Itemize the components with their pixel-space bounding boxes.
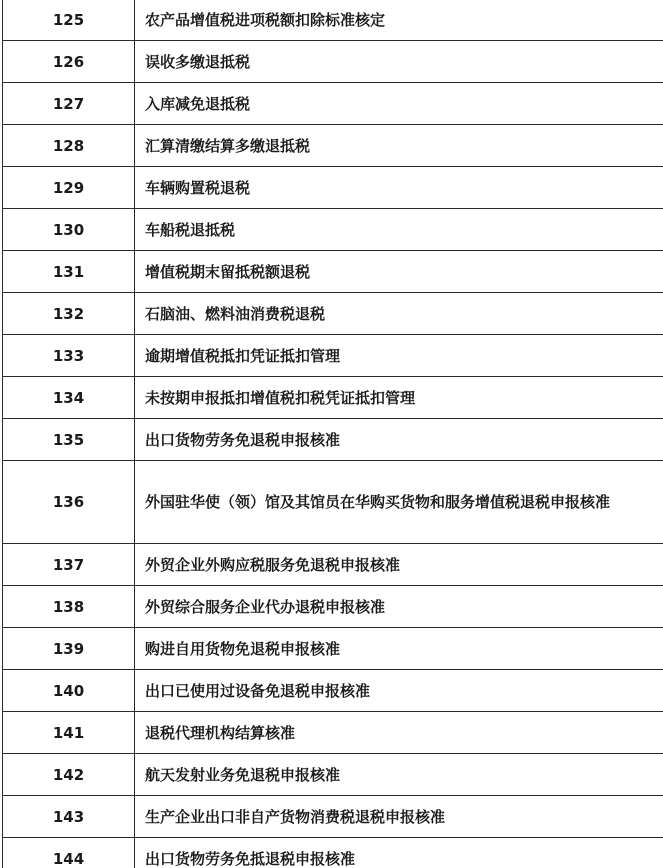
row-number: 132 <box>3 293 135 335</box>
row-description: 车辆购置税退税 <box>135 167 663 209</box>
table-row <box>3 293 663 335</box>
table-row <box>3 461 663 544</box>
row-description: 外贸企业外购应税服务免退税申报核准 <box>135 544 663 586</box>
row-number: 129 <box>3 167 135 209</box>
row-number: 137 <box>3 544 135 586</box>
row-number: 139 <box>3 628 135 670</box>
table-row <box>3 209 663 251</box>
row-number: 135 <box>3 419 135 461</box>
row-description: 石脑油、燃料油消费税退税 <box>135 293 663 335</box>
row-number: 138 <box>3 586 135 628</box>
table-row <box>3 838 663 868</box>
row-number: 142 <box>3 754 135 796</box>
row-description: 航天发射业务免退税申报核准 <box>135 754 663 796</box>
table-row <box>3 377 663 419</box>
row-number: 144 <box>3 838 135 868</box>
row-description: 出口货物劳务免退税申报核准 <box>135 419 663 461</box>
table-row <box>3 335 663 377</box>
row-number: 140 <box>3 670 135 712</box>
row-number: 131 <box>3 251 135 293</box>
row-description: 退税代理机构结算核准 <box>135 712 663 754</box>
table-row <box>3 628 663 670</box>
table-row <box>3 125 663 167</box>
row-number: 126 <box>3 41 135 83</box>
table-row <box>3 544 663 586</box>
table-row <box>3 41 663 83</box>
row-description: 出口货物劳务免抵退税申报核准 <box>135 838 663 868</box>
table-row <box>3 167 663 209</box>
row-description: 入库减免退抵税 <box>135 83 663 125</box>
row-number: 125 <box>3 0 135 41</box>
row-number: 128 <box>3 125 135 167</box>
row-number: 143 <box>3 796 135 838</box>
row-description: 农产品增值税进项税额扣除标准核定 <box>135 0 663 41</box>
row-number: 136 <box>3 461 135 544</box>
row-description: 出口已使用过设备免退税申报核准 <box>135 670 663 712</box>
table-row <box>3 670 663 712</box>
table-row <box>3 712 663 754</box>
row-number: 133 <box>3 335 135 377</box>
row-number: 127 <box>3 83 135 125</box>
row-number: 141 <box>3 712 135 754</box>
row-description: 逾期增值税抵扣凭证抵扣管理 <box>135 335 663 377</box>
row-description: 外国驻华使（领）馆及其馆员在华购买货物和服务增值税退税申报核准 <box>135 461 663 544</box>
row-description: 购进自用货物免退税申报核准 <box>135 628 663 670</box>
row-description: 车船税退抵税 <box>135 209 663 251</box>
tax-items-table <box>2 0 663 868</box>
row-number: 130 <box>3 209 135 251</box>
table-row <box>3 796 663 838</box>
table-row <box>3 419 663 461</box>
table-row <box>3 0 663 41</box>
row-description: 未按期申报抵扣增值税扣税凭证抵扣管理 <box>135 377 663 419</box>
row-description: 误收多缴退抵税 <box>135 41 663 83</box>
table-row <box>3 586 663 628</box>
row-description: 增值税期末留抵税额退税 <box>135 251 663 293</box>
row-description: 汇算清缴结算多缴退抵税 <box>135 125 663 167</box>
table-row <box>3 83 663 125</box>
row-description: 外贸综合服务企业代办退税申报核准 <box>135 586 663 628</box>
table-row <box>3 251 663 293</box>
row-description: 生产企业出口非自产货物消费税退税申报核准 <box>135 796 663 838</box>
row-number: 134 <box>3 377 135 419</box>
table-row <box>3 754 663 796</box>
